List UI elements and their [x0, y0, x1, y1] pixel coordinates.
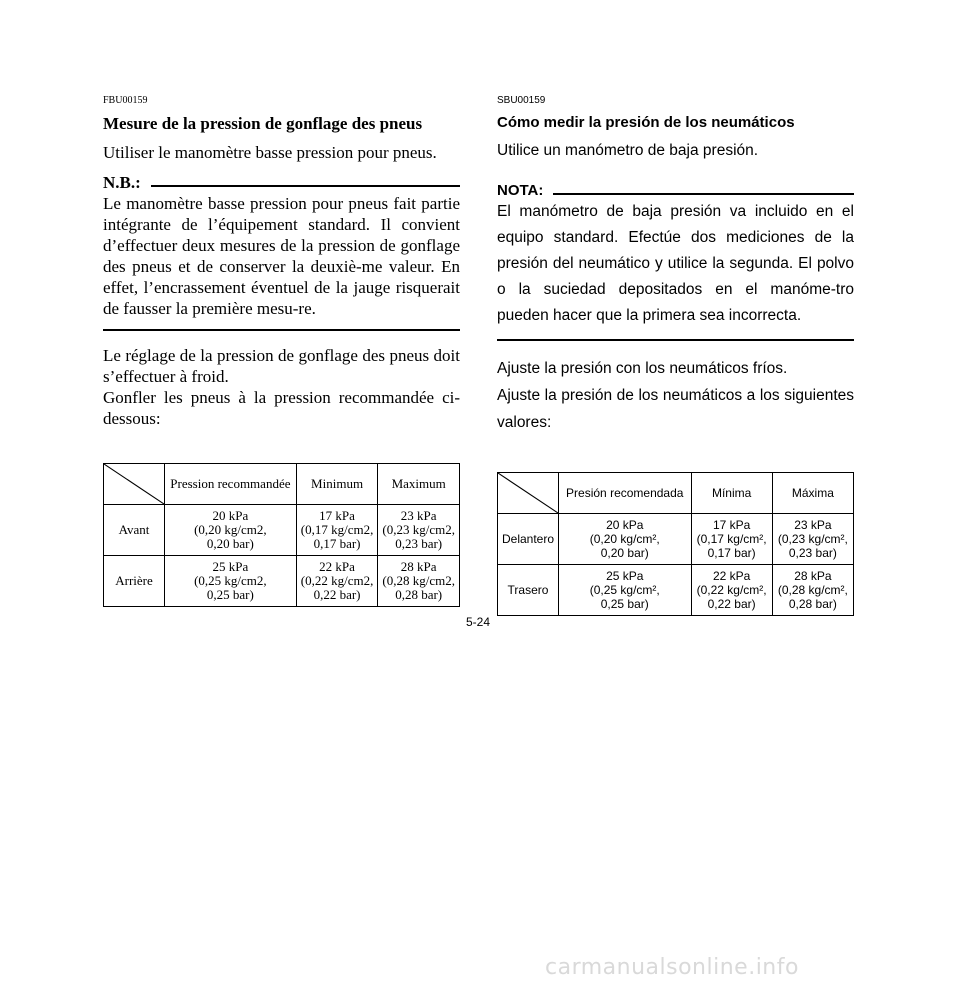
table-cell: 28 kPa (0,28 kg/cm2, 0,28 bar): [378, 556, 460, 607]
row-label: Arrière: [104, 556, 165, 607]
pressure-table: [497, 472, 854, 616]
table-corner-cell: [104, 464, 165, 505]
table-row: [498, 565, 854, 616]
paragraph-inflate: Ajuste la presión de los neumáticos a los siguientes valores:: [497, 387, 854, 431]
pressure-table: [103, 463, 460, 607]
note-divider: [151, 185, 460, 187]
note-label: N.B.:: [103, 173, 141, 192]
page-number: 5-24: [466, 615, 491, 629]
table-cell: 17 kPa (0,17 kg/cm2, 0,17 bar): [296, 505, 378, 556]
intro-paragraph: Utiliser le manomètre basse pression pour pneus.: [103, 143, 437, 162]
table-header-row: [498, 473, 854, 514]
table-row: [498, 514, 854, 565]
note-divider: [553, 193, 854, 195]
paragraph-cold: Ajuste la presión con los neumáticos fríos.: [497, 360, 788, 377]
section-heading: Mesure de la pression de gonflage des pneus: [103, 114, 423, 133]
header-recommended: Pression recommandée: [165, 464, 297, 505]
table-cell: 17 kPa (0,17 kg/cm², 0,17 bar): [691, 514, 772, 565]
header-maximum: Maximum: [378, 464, 460, 505]
section-heading: Cómo medir la presión de los neumáticos: [497, 114, 795, 131]
table-cell: 22 kPa (0,22 kg/cm², 0,22 bar): [691, 565, 772, 616]
table-cell: 25 kPa (0,25 kg/cm2, 0,25 bar): [165, 556, 297, 607]
header-maximum: Máxima: [772, 473, 853, 514]
header-minimum: Mínima: [691, 473, 772, 514]
table-cell: 20 kPa (0,20 kg/cm², 0,20 bar): [559, 514, 692, 565]
row-label: Delantero: [498, 514, 559, 565]
table-cell: 23 kPa (0,23 kg/cm2, 0,23 bar): [378, 505, 460, 556]
table-corner-cell: [498, 473, 559, 514]
row-label: Avant: [104, 505, 165, 556]
note-header: [497, 182, 854, 199]
table-header-row: [104, 464, 460, 505]
section-code: SBU00159: [497, 95, 546, 106]
table-row: [104, 556, 460, 607]
paragraph-inflate: Gonfler les pneus à la pression recommandée ci-dessous:: [103, 388, 460, 428]
note-end-rule: [497, 339, 854, 341]
note-label: NOTA:: [497, 182, 544, 199]
note-text: El manómetro de baja presión va incluido en el equipo standard. Efectúe dos mediciones de la presión del neumático y utilice la segunda. El polvo o la suciedad depositados en el manóme-tro pueden hacer que la primera sea incorrecta.: [497, 203, 854, 324]
header-minimum: Minimum: [296, 464, 378, 505]
table-row: [104, 505, 460, 556]
table-cell: 25 kPa (0,25 kg/cm², 0,25 bar): [559, 565, 692, 616]
paragraph-cold: Le réglage de la pression de gonflage des pneus doit s’effectuer à froid.: [103, 346, 460, 386]
spanish-column: [497, 95, 854, 616]
row-label: Trasero: [498, 565, 559, 616]
section-code: FBU00159: [103, 95, 148, 106]
table-cell: 22 kPa (0,22 kg/cm2, 0,22 bar): [296, 556, 378, 607]
table-cell: 23 kPa (0,23 kg/cm², 0,23 bar): [772, 514, 853, 565]
note-text: Le manomètre basse pression pour pneus fait partie intégrante de l’équipement standard. Il convient d’effectuer deux mesures de la pression de gonflage des pneus et de conserver la deuxiè-me valeur. En effet, l’encrassement éventuel de la jauge risquerait de fausser la première mesu-re.: [103, 194, 460, 318]
watermark: carmanualsonline.info: [545, 955, 799, 980]
note-end-rule: [103, 329, 460, 331]
table-cell: 20 kPa (0,20 kg/cm2, 0,20 bar): [165, 505, 297, 556]
intro-paragraph: Utilice un manómetro de baja presión.: [497, 142, 759, 159]
header-recommended: Presión recomendada: [559, 473, 692, 514]
note-header: [103, 173, 460, 193]
table-cell: 28 kPa (0,28 kg/cm², 0,28 bar): [772, 565, 853, 616]
french-column: [103, 95, 460, 607]
